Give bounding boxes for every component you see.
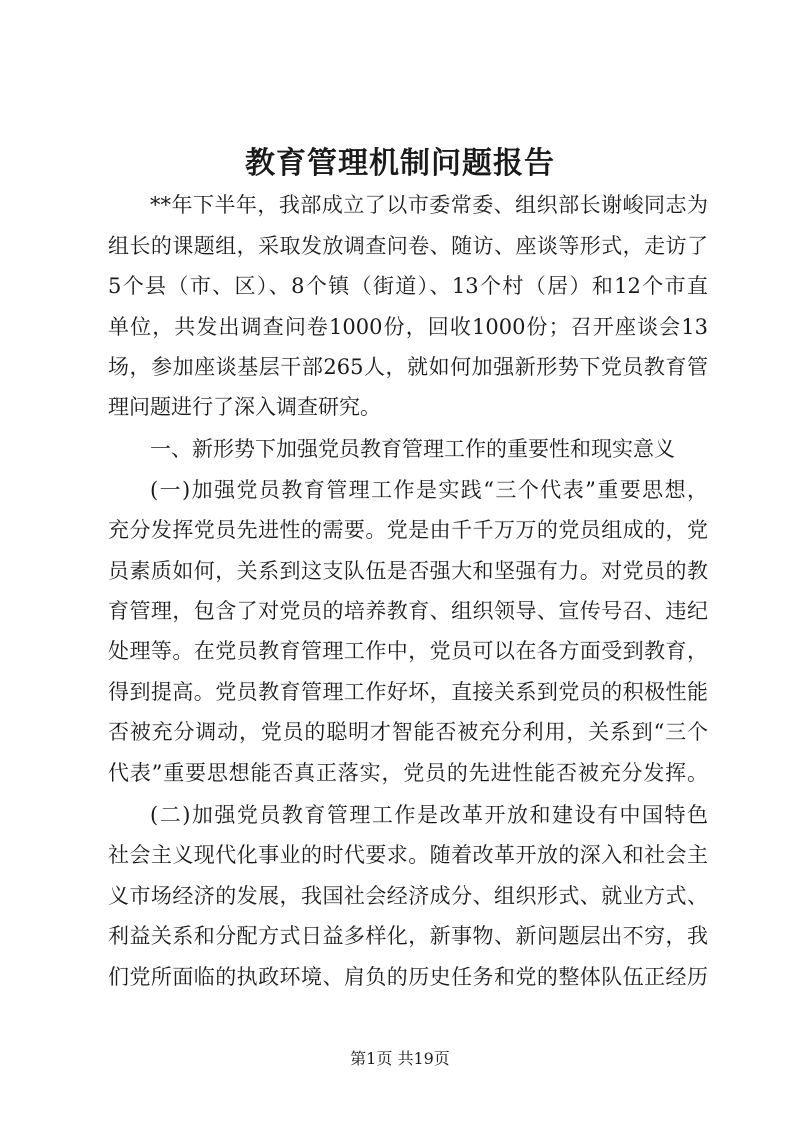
body-line: 得到提高。党员教育管理工作好坏，直接关系到党员的积极性能 <box>108 680 708 704</box>
body-line: 们党所面临的执政环境、肩负的历史任务和党的整体队伍正经历 <box>108 965 708 989</box>
body-line: (二)加强党员教育管理工作是改革开放和建设有中国特色 <box>150 803 708 827</box>
body-line: 单位，共发出调查问卷1000份，回收1000份；召开座谈会13 <box>108 315 708 339</box>
body-line: 员素质如何，关系到这支队伍是否强大和坚强有力。对党员的教 <box>108 559 708 583</box>
body-line: 组长的课题组，采取发放调查问卷、随访、座谈等形式，走访了 <box>108 234 708 258</box>
body-line: 理问题进行了深入调查研究。 <box>108 395 381 419</box>
body-line: 5个县（市、区）、8个镇（街道）、13个村（居）和12个市直 <box>108 274 708 298</box>
body-line: 否被充分调动，党员的聪明才智能否被充分利用，关系到“三个 <box>108 720 708 744</box>
body-line: 充分发挥党员先进性的需要。党是由千千万万的党员组成的，党 <box>108 518 708 542</box>
page-footer: 第1页 共19页 <box>350 1049 450 1068</box>
body-line: **年下半年，我部成立了以市委常委、组织部长谢峻同志为 <box>150 193 708 217</box>
body-line: (一)加强党员教育管理工作是实践“三个代表”重要思想， <box>150 478 708 502</box>
body-line: 社会主义现代化事业的时代要求。随着改革开放的深入和社会主 <box>108 843 708 867</box>
body-line: 利益关系和分配方式日益多样化，新事物、新问题层出不穷，我 <box>108 924 708 948</box>
section-heading: 一、新形势下加强党员教育管理工作的重要性和现实意义 <box>150 437 675 461</box>
body-line: 义市场经济的发展，我国社会经济成分、组织形式、就业方式、 <box>108 884 708 908</box>
body-line: 育管理，包含了对党员的培养教育、组织领导、宣传号召、违纪 <box>108 599 708 623</box>
body-line: 代表”重要思想能否真正落实，党员的先进性能否被充分发挥。 <box>108 761 708 785</box>
body-line: 场，参加座谈基层干部265人，就如何加强新形势下党员教育管 <box>108 355 708 379</box>
body-line: 处理等。在党员教育管理工作中，党员可以在各方面受到教育， <box>108 639 708 663</box>
document-title: 教育管理机制问题报告 <box>245 146 555 181</box>
